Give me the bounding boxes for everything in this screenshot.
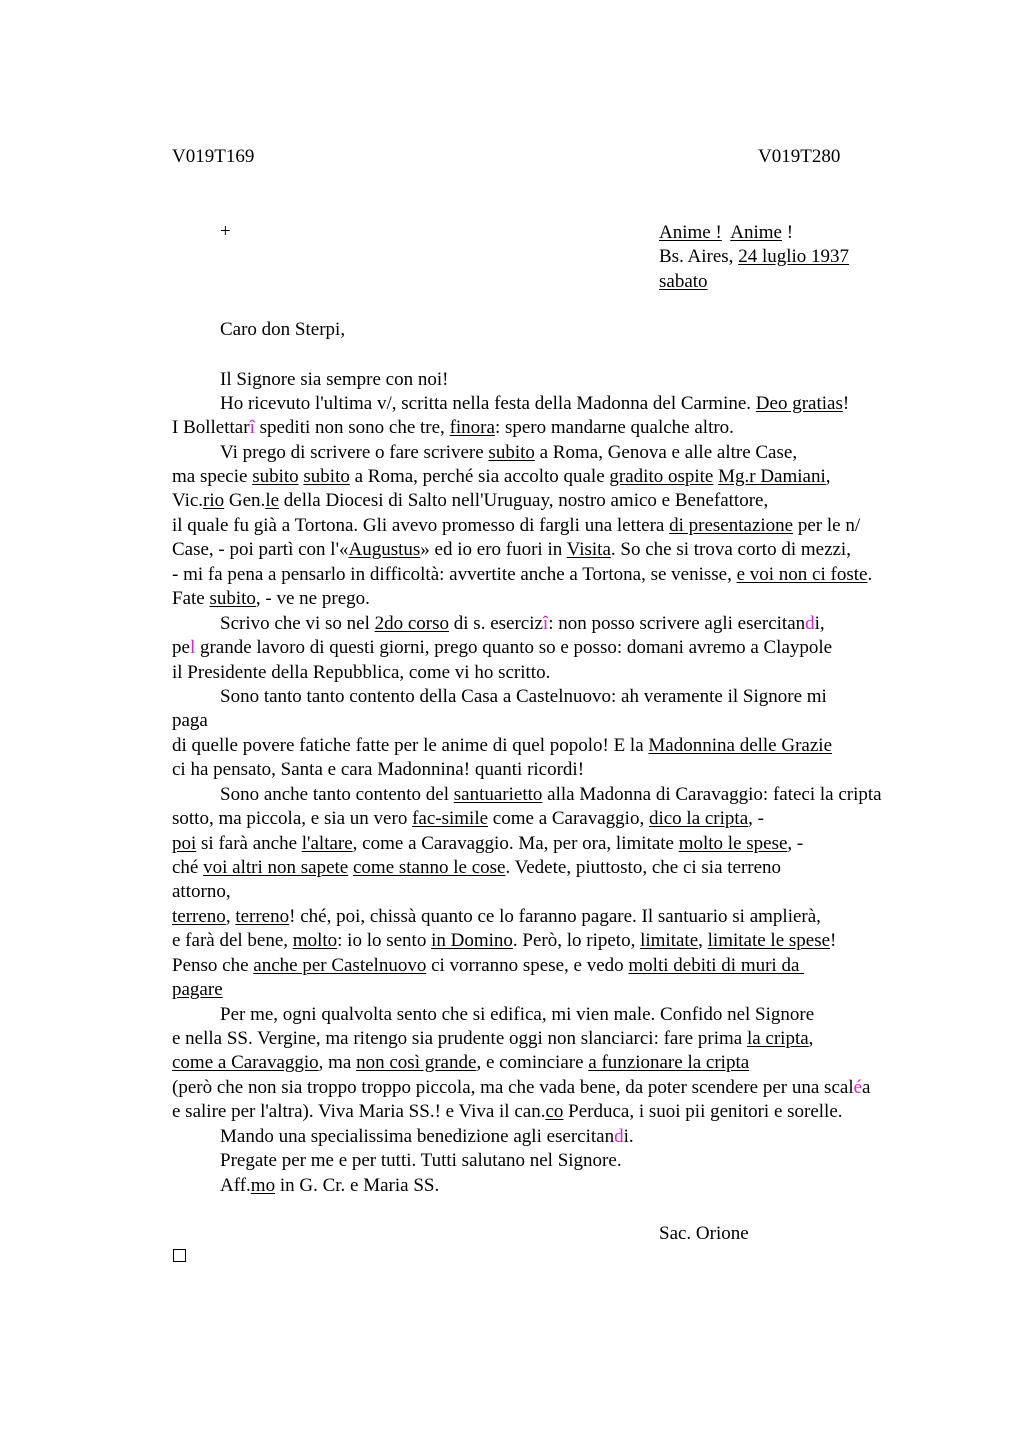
body-line-18: Sono anche tanto contento del santuarietto alla Madonna di Caravaggio: fateci la cripta: [220, 784, 882, 805]
body-line-33: Pregate per me e per tutti. Tutti salutano nel Signore.: [220, 1150, 622, 1171]
body-line-11: Scrivo che vi so nel 2do corso di s. esercizî: non posso scrivere agli esercitandi,: [220, 613, 825, 634]
body-line-25: Penso che anche per Castelnuovo ci vorranno spese, e vedo molti debiti di muri da: [172, 955, 805, 976]
body-line-1: Il Signore sia sempre con noi!: [220, 369, 449, 390]
body-line-15: paga: [172, 710, 208, 731]
body-line-4: Vi prego di scrivere o fare scrivere subito a Roma, Genova e alle altre Case,: [220, 442, 798, 463]
body-line-14: Sono tanto tanto contento della Casa a Castelnuovo: ah veramente il Signore mi: [220, 686, 827, 707]
body-line-22: attorno,: [172, 881, 231, 902]
body-line-32: Mando una specialissima benedizione agli esercitandi.: [220, 1126, 634, 1147]
body-line-16: di quelle povere fatiche fatte per le anime di quel popolo! E la Madonnina delle Grazie: [172, 735, 832, 756]
document-code-left: V019T169: [172, 146, 255, 167]
body-line-6: Vic.rio Gen.le della Diocesi di Salto nell'Uruguay, nostro amico e Benefattore,: [172, 490, 769, 511]
body-line-19: sotto, ma piccola, e sia un vero fac-simile come a Caravaggio, dico la cripta, -: [172, 808, 764, 829]
salutation: Caro don Sterpi,: [220, 319, 346, 340]
body-line-13: il Presidente della Repubblica, come vi ho scritto.: [172, 662, 551, 683]
weekday-line: [659, 270, 708, 294]
body-line-26: pagare: [172, 979, 223, 1000]
weekday: sabato: [659, 271, 708, 292]
body-line-31: e salire per l'altra). Viva Maria SS.! e Viva il can.co Perduca, i suoi pii genitori e sorelle.: [172, 1101, 843, 1122]
body-line-10: Fate subito, - ve ne prego.: [172, 588, 370, 609]
body-line-9: - mi fa pena a pensarlo in difficoltà: avvertite anche a Tortona, se venisse, e voi non ci foste.: [172, 564, 873, 585]
signature: Sac. Orione: [659, 1223, 749, 1244]
body-line-8: Case, - poi partì con l'«Augustus» ed io ero fuori in Visita. So che si trova corto di mezzi,: [172, 539, 851, 560]
closing-line: Aff.mo in G. Cr. e Maria SS.: [220, 1175, 440, 1196]
body-line-30: (però che non sia troppo troppo piccola, ma che vada bene, da poter scendere per una scaléa: [172, 1077, 871, 1098]
body-line-24: e farà del bene, molto: io lo sento in Domino. Però, lo ripeto, limitate, limitate le spese!: [172, 930, 837, 951]
body-line-12: pel grande lavoro di questi giorni, prego quanto so e posso: domani avremo a Claypole: [172, 637, 833, 658]
motto-line: Anime ! Anime !: [659, 222, 794, 243]
cross-mark: +: [220, 221, 231, 242]
body-line-23: terreno, terreno! ché, poi, chissà quanto ce lo faranno pagare. Il santuario si amplierà,: [172, 906, 821, 927]
body-line-5: ma specie subito subito a Roma, perché sia accolto quale gradito ospite Mg.r Damiani,: [172, 466, 831, 487]
body-line-2: Ho ricevuto l'ultima v/, scritta nella festa della Madonna del Carmine. Deo gratias!: [220, 393, 850, 414]
motto-anime-1: Anime !: [659, 222, 722, 243]
end-of-document-box-icon: [173, 1249, 186, 1262]
body-line-7: il quale fu già a Tortona. Gli avevo promesso di fargli una lettera di presentazione per le n/: [172, 515, 861, 536]
body-line-17: ci ha pensato, Santa e cara Madonnina! quanti ricordi!: [172, 759, 585, 780]
place: Bs. Aires,: [659, 246, 739, 267]
body-line-27: Per me, ogni qualvolta sento che si edifica, mi vien male. Confido nel Signore: [220, 1004, 815, 1025]
body-line-29: come a Caravaggio, ma non così grande, e cominciare a funzionare la cripta: [172, 1052, 750, 1073]
body-line-28: e nella SS. Vergine, ma ritengo sia prudente oggi non slanciarci: fare prima la cripta,: [172, 1028, 814, 1049]
motto-anime-2: Anime: [730, 222, 782, 243]
place-date-line: [659, 245, 849, 269]
date: 24 luglio 1937: [738, 246, 850, 267]
body-line-3: I Bollettarî spediti non sono che tre, finora: spero mandarne qualche altro.: [172, 417, 734, 438]
body-line-20: poi si farà anche l'altare, come a Caravaggio. Ma, per ora, limitate molto le spese, -: [172, 833, 804, 854]
document-code-right: V019T280: [758, 146, 841, 167]
body-line-21: ché voi altri non sapete come stanno le cose. Vedete, piuttosto, che ci sia terreno: [172, 857, 782, 878]
